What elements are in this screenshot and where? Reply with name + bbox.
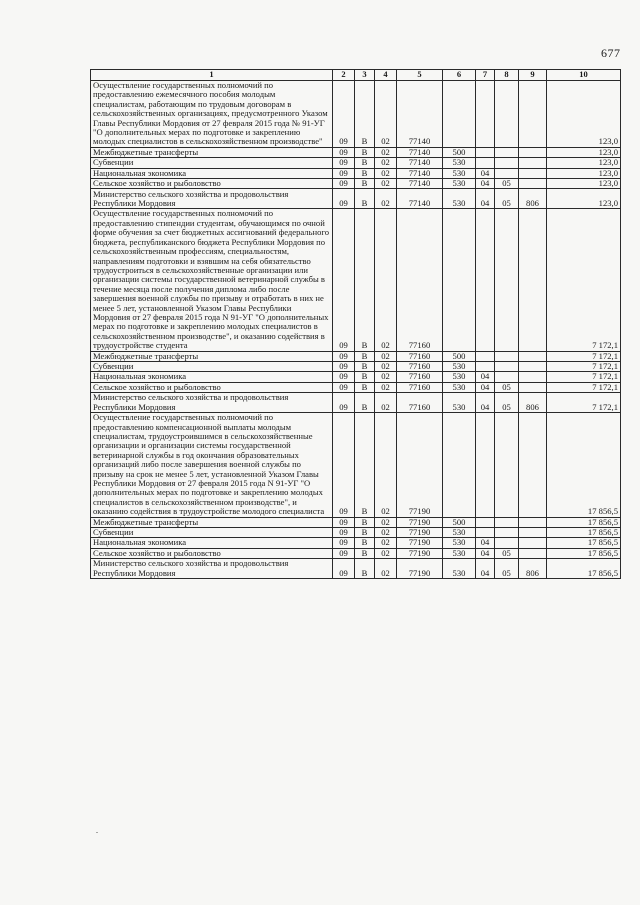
- code-cell: В: [355, 382, 375, 392]
- column-header: 8: [495, 70, 519, 81]
- code-cell: 02: [375, 538, 397, 548]
- code-cell: В: [355, 209, 375, 351]
- code-cell: [443, 413, 476, 517]
- code-cell: 04: [476, 559, 495, 579]
- code-cell: В: [355, 517, 375, 527]
- row-name-cell: Осуществление государственных полномочий по предоставлению стипендии студентам, обучающимся по очной форме обучения за счет бюджетных ассигнований федерального бюджета, республиканского бюджета Республики Мордовия по сельскохозяйственным профессиям, специальностям, направлениям подготовки и взявшим на себя обязательство трудоустроиться в сельскохозяйственные организации или организации системы государственной ветеринарной службы в течение месяца после получения диплома либо после завершения военной службы по призыву и отработать в них не менее 5 лет, установленной Указом Главы Республики Мордовия от 27 февраля 2015 года N 91-УГ "О дополнительных мерах по подготовке и закреплению молодых специалистов в сельскохозяйственном производстве", и оказанию содействия в трудоустройстве студента: [91, 209, 333, 351]
- code-cell: 09: [333, 413, 355, 517]
- code-cell: В: [355, 538, 375, 548]
- row-name-cell: Межбюджетные трансферты: [91, 147, 333, 157]
- table-row: [91, 158, 621, 168]
- code-cell: В: [355, 393, 375, 413]
- table-row: [91, 517, 621, 527]
- code-cell: [519, 528, 547, 538]
- code-cell: 77160: [397, 393, 443, 413]
- code-cell: 05: [495, 559, 519, 579]
- row-name-cell: Национальная экономика: [91, 538, 333, 548]
- code-cell: В: [355, 158, 375, 168]
- code-cell: 806: [519, 393, 547, 413]
- code-cell: 04: [476, 393, 495, 413]
- code-cell: [495, 538, 519, 548]
- code-cell: 500: [443, 147, 476, 157]
- code-cell: [519, 413, 547, 517]
- code-cell: В: [355, 81, 375, 148]
- row-name-cell: Межбюджетные трансферты: [91, 351, 333, 361]
- amount-cell: 7 172,1: [547, 361, 621, 371]
- code-cell: 09: [333, 559, 355, 579]
- table-row: [91, 361, 621, 371]
- code-cell: [495, 168, 519, 178]
- code-cell: 77140: [397, 158, 443, 168]
- row-name-cell: Межбюджетные трансферты: [91, 517, 333, 527]
- table-row-program: [91, 413, 621, 517]
- code-cell: [519, 517, 547, 527]
- row-name-cell: Осуществление государственных полномочий по предоставлению компенсационной выплаты молодым специалистам, трудоустроившимся в сельскохозяйственные организации и организации системы государственной ветеринарной службы в год окончания образовательных организаций либо после завершения военной службы по призыву на срок не менее 5 лет, установленной Указом Главы Республики Мордовия от 27 февраля 2015 года N 91-УГ "О дополнительных мерах по подготовке и закреплению молодых специалистов в сельскохозяйственном производстве", и оказанию содействия в трудоустройстве молодого специалиста: [91, 413, 333, 517]
- code-cell: 09: [333, 81, 355, 148]
- code-cell: 530: [443, 168, 476, 178]
- code-cell: В: [355, 351, 375, 361]
- code-cell: 02: [375, 382, 397, 392]
- amount-cell: 7 172,1: [547, 382, 621, 392]
- code-cell: 530: [443, 559, 476, 579]
- code-cell: 02: [375, 361, 397, 371]
- code-cell: 530: [443, 189, 476, 209]
- code-cell: [476, 517, 495, 527]
- row-name-cell: Субвенции: [91, 158, 333, 168]
- table-row: [91, 393, 621, 413]
- code-cell: 02: [375, 528, 397, 538]
- code-cell: 04: [476, 548, 495, 558]
- footnote-mark: .: [96, 826, 98, 835]
- code-cell: 09: [333, 168, 355, 178]
- table-row: [91, 382, 621, 392]
- table-row: [91, 548, 621, 558]
- code-cell: 09: [333, 517, 355, 527]
- code-cell: [495, 517, 519, 527]
- table-row-program: [91, 81, 621, 148]
- code-cell: 77160: [397, 382, 443, 392]
- code-cell: 530: [443, 372, 476, 382]
- code-cell: [476, 413, 495, 517]
- code-cell: 04: [476, 372, 495, 382]
- code-cell: [495, 413, 519, 517]
- code-cell: [519, 538, 547, 548]
- table-row: [91, 528, 621, 538]
- code-cell: 77190: [397, 559, 443, 579]
- code-cell: 77140: [397, 189, 443, 209]
- code-cell: 09: [333, 382, 355, 392]
- table-row-program: [91, 209, 621, 351]
- code-cell: [519, 351, 547, 361]
- code-cell: [495, 158, 519, 168]
- amount-cell: 7 172,1: [547, 393, 621, 413]
- code-cell: [495, 372, 519, 382]
- code-cell: [519, 147, 547, 157]
- code-cell: [476, 209, 495, 351]
- code-cell: В: [355, 413, 375, 517]
- column-header: 2: [333, 70, 355, 81]
- code-cell: [443, 209, 476, 351]
- code-cell: [476, 147, 495, 157]
- code-cell: [476, 158, 495, 168]
- code-cell: [495, 209, 519, 351]
- code-cell: 530: [443, 158, 476, 168]
- code-cell: [519, 372, 547, 382]
- code-cell: 02: [375, 372, 397, 382]
- column-header: 7: [476, 70, 495, 81]
- code-cell: 02: [375, 548, 397, 558]
- amount-cell: 7 172,1: [547, 351, 621, 361]
- amount-cell: 17 856,5: [547, 538, 621, 548]
- code-cell: 02: [375, 147, 397, 157]
- code-cell: 77160: [397, 361, 443, 371]
- code-cell: 77190: [397, 528, 443, 538]
- amount-cell: 17 856,5: [547, 559, 621, 579]
- column-header: 4: [375, 70, 397, 81]
- code-cell: 05: [495, 189, 519, 209]
- amount-cell: 123,0: [547, 158, 621, 168]
- code-cell: [495, 528, 519, 538]
- code-cell: 05: [495, 548, 519, 558]
- code-cell: 530: [443, 382, 476, 392]
- code-cell: 02: [375, 559, 397, 579]
- code-cell: 77140: [397, 147, 443, 157]
- code-cell: [519, 168, 547, 178]
- code-cell: В: [355, 528, 375, 538]
- row-name-cell: Национальная экономика: [91, 168, 333, 178]
- code-cell: 500: [443, 351, 476, 361]
- code-cell: [476, 351, 495, 361]
- code-cell: 04: [476, 382, 495, 392]
- row-name-cell: Осуществление государственных полномочий по предоставлению ежемесячного пособия молодым специалистам, работающим по трудовым договорам в сельскохозяйственных организациях, предусмотренного Указом Главы Республики Мордовия от 27 февраля 2015 года № 91-УГ "О дополнительных мерах по подготовке и закреплению молодых специалистов в сельскохозяйственном производстве": [91, 81, 333, 148]
- code-cell: 09: [333, 393, 355, 413]
- code-cell: 806: [519, 189, 547, 209]
- code-cell: [519, 209, 547, 351]
- code-cell: 05: [495, 393, 519, 413]
- column-header: 1: [91, 70, 333, 81]
- table-row: [91, 189, 621, 209]
- row-name-cell: Национальная экономика: [91, 372, 333, 382]
- code-cell: [519, 179, 547, 189]
- code-cell: 04: [476, 189, 495, 209]
- column-header: 6: [443, 70, 476, 81]
- code-cell: 77160: [397, 209, 443, 351]
- code-cell: 77160: [397, 372, 443, 382]
- code-cell: 77190: [397, 538, 443, 548]
- amount-cell: 123,0: [547, 179, 621, 189]
- code-cell: 02: [375, 81, 397, 148]
- amount-cell: 123,0: [547, 147, 621, 157]
- row-name-cell: Министерство сельского хозяйства и продовольствия Республики Мордовия: [91, 559, 333, 579]
- code-cell: 09: [333, 372, 355, 382]
- code-cell: 77140: [397, 168, 443, 178]
- code-cell: 02: [375, 517, 397, 527]
- code-cell: 04: [476, 168, 495, 178]
- code-cell: 09: [333, 528, 355, 538]
- code-cell: [495, 81, 519, 148]
- budget-table: [90, 69, 621, 579]
- code-cell: В: [355, 147, 375, 157]
- code-cell: 530: [443, 179, 476, 189]
- code-cell: 500: [443, 517, 476, 527]
- row-name-cell: Субвенции: [91, 361, 333, 371]
- table-body: [91, 81, 621, 579]
- code-cell: 530: [443, 528, 476, 538]
- code-cell: 05: [495, 179, 519, 189]
- table-row: [91, 538, 621, 548]
- code-cell: В: [355, 179, 375, 189]
- code-cell: В: [355, 372, 375, 382]
- code-cell: [519, 361, 547, 371]
- code-cell: 02: [375, 189, 397, 209]
- code-cell: 02: [375, 168, 397, 178]
- row-name-cell: Министерство сельского хозяйства и продовольствия Республики Мордовия: [91, 189, 333, 209]
- code-cell: 09: [333, 361, 355, 371]
- amount-cell: 17 856,5: [547, 548, 621, 558]
- code-cell: 530: [443, 538, 476, 548]
- code-cell: 09: [333, 548, 355, 558]
- code-cell: В: [355, 559, 375, 579]
- table-row: [91, 179, 621, 189]
- table-row: [91, 559, 621, 579]
- code-cell: 77190: [397, 517, 443, 527]
- code-cell: 02: [375, 179, 397, 189]
- amount-cell: 123,0: [547, 81, 621, 148]
- code-cell: [519, 548, 547, 558]
- code-cell: 77160: [397, 351, 443, 361]
- code-cell: 09: [333, 179, 355, 189]
- code-cell: В: [355, 361, 375, 371]
- code-cell: В: [355, 168, 375, 178]
- code-cell: [495, 351, 519, 361]
- code-cell: 09: [333, 189, 355, 209]
- code-cell: [519, 382, 547, 392]
- code-cell: 04: [476, 538, 495, 548]
- code-cell: [495, 361, 519, 371]
- code-cell: [495, 147, 519, 157]
- code-cell: 77140: [397, 81, 443, 148]
- code-cell: [476, 361, 495, 371]
- table-row: [91, 351, 621, 361]
- amount-cell: 7 172,1: [547, 372, 621, 382]
- code-cell: В: [355, 548, 375, 558]
- row-name-cell: Сельское хозяйство и рыболовство: [91, 179, 333, 189]
- table-row: [91, 168, 621, 178]
- row-name-cell: Министерство сельского хозяйства и продовольствия Республики Мордовия: [91, 393, 333, 413]
- code-cell: 09: [333, 158, 355, 168]
- code-cell: [443, 81, 476, 148]
- amount-cell: 17 856,5: [547, 517, 621, 527]
- amount-cell: 7 172,1: [547, 209, 621, 351]
- code-cell: [476, 81, 495, 148]
- code-cell: 02: [375, 393, 397, 413]
- column-header: 9: [519, 70, 547, 81]
- code-cell: 09: [333, 147, 355, 157]
- row-name-cell: Сельское хозяйство и рыболовство: [91, 548, 333, 558]
- row-name-cell: Сельское хозяйство и рыболовство: [91, 382, 333, 392]
- code-cell: [519, 158, 547, 168]
- amount-cell: 17 856,5: [547, 528, 621, 538]
- table-row: [91, 372, 621, 382]
- code-cell: 02: [375, 209, 397, 351]
- code-cell: 77190: [397, 548, 443, 558]
- code-cell: 806: [519, 559, 547, 579]
- code-cell: [519, 81, 547, 148]
- column-header: 3: [355, 70, 375, 81]
- code-cell: 530: [443, 548, 476, 558]
- code-cell: 05: [495, 382, 519, 392]
- amount-cell: 123,0: [547, 168, 621, 178]
- code-cell: 530: [443, 393, 476, 413]
- column-header: 5: [397, 70, 443, 81]
- column-header: 10: [547, 70, 621, 81]
- code-cell: 02: [375, 351, 397, 361]
- table-row: [91, 147, 621, 157]
- code-cell: 04: [476, 179, 495, 189]
- header-row: [91, 70, 621, 81]
- code-cell: 02: [375, 158, 397, 168]
- code-cell: 09: [333, 351, 355, 361]
- code-cell: 02: [375, 413, 397, 517]
- code-cell: 77140: [397, 179, 443, 189]
- amount-cell: 123,0: [547, 189, 621, 209]
- code-cell: 09: [333, 209, 355, 351]
- amount-cell: 17 856,5: [547, 413, 621, 517]
- row-name-cell: Субвенции: [91, 528, 333, 538]
- code-cell: 530: [443, 361, 476, 371]
- code-cell: 09: [333, 538, 355, 548]
- code-cell: В: [355, 189, 375, 209]
- page-number: 677: [601, 46, 621, 60]
- code-cell: [476, 528, 495, 538]
- code-cell: 77190: [397, 413, 443, 517]
